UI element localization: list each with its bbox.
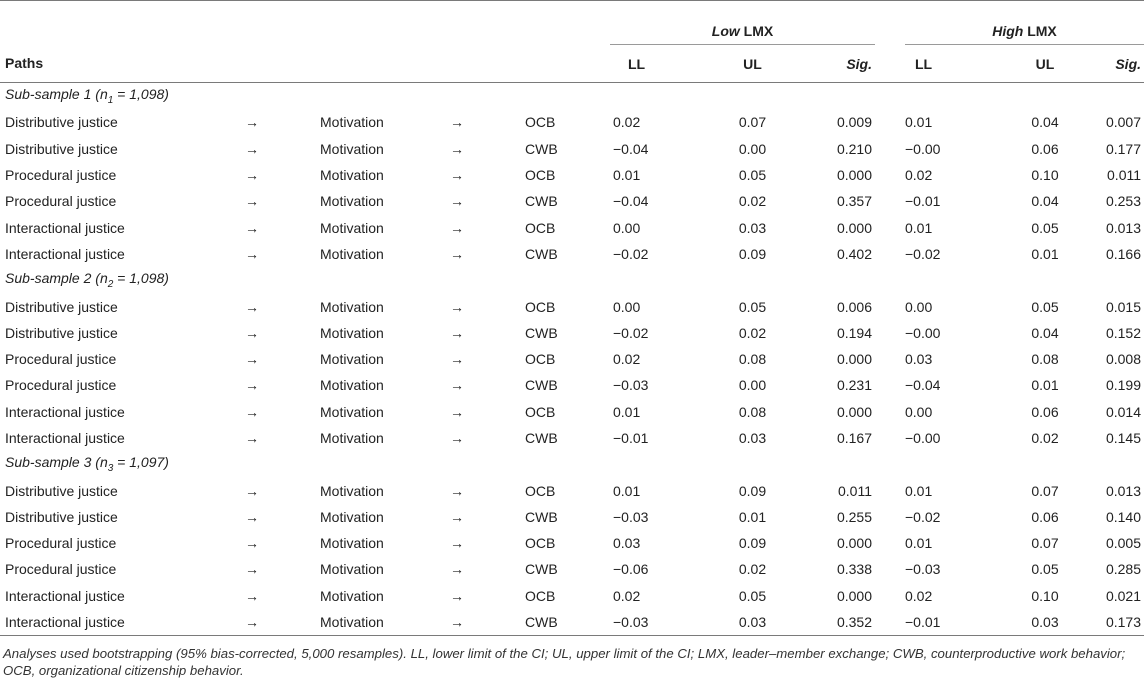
low-ul-cell: 0.03 [738,430,767,446]
arrow-cell: → [450,403,464,420]
high-sig-cell: 0.008 [1105,351,1142,368]
subsample-label-row [0,83,1144,110]
path-outcome-cell: CWB [525,324,558,341]
arrow-cell: → [450,298,464,315]
low-ul-cell: 0.02 [738,193,767,210]
low-sig-cell: 0.000 [836,587,872,604]
low-sig-cell: 0.167 [836,430,872,446]
table-row [0,241,1144,267]
spacer-cell [875,109,905,135]
high-ll-cell: 0.01 [905,482,933,499]
path-source-cell: Interactional justice [5,430,125,446]
arrow-cell: → [235,609,320,636]
low-sig-cell: 0.000 [836,167,872,184]
subsample-label: Sub-sample 2 $(n_2 = 1,098)$ [5,270,169,291]
table-row [0,214,1144,240]
path-source-cell: Interactional justice [0,609,235,636]
arrow-cell: → [245,140,259,157]
high-sig-cell: 0.014 [1105,403,1142,420]
high-ul-cell: 0.04 [1031,324,1059,341]
high-ll-cell: 0.02 [905,587,933,604]
spacer-cell [875,320,905,346]
low-ul-cell: 0.03 [738,219,767,236]
arrow-cell: → [450,351,464,368]
high-sig-cell: 0.177 [1105,140,1142,157]
table-footnote: Analyses used bootstrapping (95% bias-corrected, 5,000 resamples). LL, lower limit of the CI; UL, upper limit of the CI; LMX, leader–member exchange; CWB, counterproductive work behavior; OCB, organizational citizenship behavior. [3,646,1126,679]
high-ll-cell: 0.02 [905,167,933,184]
spacer-cell [875,609,905,636]
low-lmx-group-header: Low LMX [610,1,875,45]
high-sig-cell: 0.145 [1105,430,1142,446]
high-ll-cell: −0.00 [905,430,941,446]
spacer-cell [875,372,905,398]
high-ul-cell: 0.07 [1031,535,1059,552]
spacer-cell [875,346,905,372]
high-ll-cell: −0.00 [905,324,941,341]
path-source-cell: Procedural justice [5,351,117,368]
path-source-cell: Procedural justice [5,561,117,578]
low-ll-cell: 0.02 [613,114,641,131]
arrow-cell: → [245,587,259,604]
low-sig-cell: 0.006 [836,298,872,315]
arrow-cell: → [245,219,259,236]
path-mediator-cell: Motivation [320,535,384,552]
arrow-cell: → [450,193,464,210]
table-row [0,293,1144,319]
arrow-cell: → [245,403,259,420]
low-sig-cell: 0.009 [836,114,872,131]
path-mediator-cell: Motivation [320,430,384,446]
high-ul-cell: 0.06 [1031,140,1059,157]
arrow-cell: → [245,377,259,394]
low-sig-header: Sig. [795,45,875,83]
high-sig-cell: 0.173 [1085,609,1144,636]
path-outcome-cell: OCB [525,587,556,604]
subsample-label: Sub-sample 1 $(n_1 = 1,098)$ [5,86,169,107]
high-ll-cell: 0.01 [905,535,933,552]
path-mediator-cell: Motivation [320,561,384,578]
spacer-cell [875,136,905,162]
high-lmx-group-header: High LMX [905,1,1144,45]
subsample-label-row [0,451,1144,477]
path-mediator-cell: Motivation [320,245,384,262]
path-source-cell: Procedural justice [5,535,117,552]
high-ul-cell: 0.01 [1031,245,1059,262]
high-sig-cell: 0.005 [1105,535,1142,552]
high-sig-cell: 0.285 [1105,561,1142,578]
path-outcome-cell: OCB [525,535,556,552]
table-row [0,425,1144,451]
high-ul-cell: 0.06 [1031,508,1059,525]
path-outcome-cell: CWB [525,140,558,157]
table-row [0,188,1144,214]
low-ul-header: UL [710,45,795,83]
high-ul-cell: 0.06 [1031,403,1059,420]
spacer-cell [875,530,905,556]
arrow-cell: → [450,324,464,341]
low-ll-cell: −0.03 [613,508,649,525]
low-ul-cell: 0.08 [738,351,767,368]
low-sig-cell: 0.000 [836,403,872,420]
low-ll-cell: 0.01 [613,482,641,499]
arrow-cell: → [440,609,525,636]
arrow-cell: → [245,535,259,552]
high-ll-cell: 0.00 [905,298,933,315]
arrow-cell: → [450,140,464,157]
high-ul-cell: 0.05 [1031,298,1059,315]
high-sig-cell: 0.140 [1105,508,1142,525]
path-mediator-cell: Motivation [320,324,384,341]
high-sig-cell: 0.007 [1105,114,1142,131]
low-ul-cell: 0.09 [738,482,767,499]
path-outcome-cell: CWB [525,377,558,394]
path-outcome-cell: OCB [525,482,556,499]
spacer-cell [875,583,905,609]
arrow-cell: → [245,193,259,210]
path-mediator-cell: Motivation [320,482,384,499]
spacer-cell [875,425,905,451]
high-ul-cell: 0.04 [1031,193,1059,210]
low-ul-cell: 0.02 [738,561,767,578]
table-row [0,346,1144,372]
high-ll-cell: −0.04 [905,377,941,394]
spacer-cell [875,477,905,503]
arrow-cell: → [245,114,259,131]
low-sig-cell: 0.210 [836,140,872,157]
path-mediator-cell: Motivation [320,219,384,236]
spacer-cell [875,399,905,425]
arrow-cell: → [450,561,464,578]
low-ll-header: LL [610,45,710,83]
low-ul-cell: 0.02 [738,324,767,341]
low-ll-cell: −0.04 [613,193,649,210]
path-mediator-cell: Motivation [320,193,384,210]
spacer-cell [875,162,905,188]
arrow-cell: → [450,587,464,604]
table-row [0,609,1144,636]
low-ul-cell: 0.05 [738,298,767,315]
path-outcome-cell: OCB [525,219,556,236]
low-ll-cell: −0.03 [613,377,649,394]
path-outcome-cell: CWB [525,245,558,262]
spacer-cell [875,556,905,582]
arrow-cell: → [245,245,259,262]
high-sig-cell: 0.021 [1105,587,1142,604]
path-outcome-cell: OCB [525,403,556,420]
path-source-cell: Interactional justice [5,219,125,236]
path-outcome-cell: CWB [525,193,558,210]
high-sig-header: Sig. [1085,45,1144,83]
path-mediator-cell: Motivation [320,609,440,636]
path-mediator-cell: Motivation [320,114,384,131]
low-ll-cell: 0.01 [613,167,641,184]
high-sig-cell: 0.199 [1105,377,1142,394]
paths-column-header: Paths [0,45,610,83]
low-ul-cell: 0.09 [738,535,767,552]
low-ll-cell: −0.04 [613,140,649,157]
low-sig-cell: 0.000 [836,535,872,552]
low-ll-cell: 0.00 [613,298,641,315]
high-ll-cell: 0.00 [905,403,933,420]
high-ul-cell: 0.10 [1031,587,1059,604]
path-source-cell: Interactional justice [5,587,125,604]
low-ul-cell: 0.00 [738,377,767,394]
low-ll-cell: 0.02 [613,351,641,368]
path-source-cell: Distributive justice [5,114,118,131]
path-mediator-cell: Motivation [320,508,384,525]
path-outcome-cell: CWB [525,430,558,446]
high-ll-cell: 0.01 [905,219,933,236]
arrow-cell: → [450,377,464,394]
table-row [0,583,1144,609]
path-mediator-cell: Motivation [320,403,384,420]
high-ll-cell: 0.01 [905,114,933,131]
low-ll-cell: 0.00 [613,219,641,236]
path-outcome-cell: OCB [525,298,556,315]
low-ll-cell: 0.02 [613,587,641,604]
table-body [0,83,1144,636]
path-source-cell: Distributive justice [5,482,118,499]
high-ul-cell: 0.05 [1031,219,1059,236]
arrow-cell: → [450,114,464,131]
high-ul-cell: 0.04 [1031,114,1059,131]
spacer-cell [875,214,905,240]
high-ul-cell: 0.02 [1031,430,1059,446]
high-ll-cell: −0.01 [905,193,941,210]
high-sig-cell: 0.013 [1105,219,1142,236]
high-ul-header: UL [1005,45,1085,83]
path-source-cell: Procedural justice [5,167,117,184]
high-ll-cell: −0.02 [905,508,941,525]
path-source-cell: Interactional justice [5,403,125,420]
low-ul-cell: 0.01 [738,508,767,525]
path-outcome-cell: CWB [525,561,558,578]
subsample-label: Sub-sample 3 $(n_3 = 1,097)$ [5,454,169,475]
arrow-cell: → [450,482,464,499]
path-source-cell: Distributive justice [5,508,118,525]
high-sig-cell: 0.011 [1107,167,1142,184]
path-mediator-cell: Motivation [320,351,384,368]
path-outcome-cell: OCB [525,114,556,131]
arrow-cell: → [245,167,259,184]
arrow-cell: → [450,508,464,525]
high-ll-cell: −0.00 [905,140,941,157]
high-sig-cell: 0.253 [1105,193,1142,210]
low-ll-cell: 0.03 [613,535,641,552]
table-row [0,372,1144,398]
table-row [0,556,1144,582]
arrow-cell: → [450,167,464,184]
low-sig-cell: 0.000 [836,351,872,368]
arrow-cell: → [450,245,464,262]
arrow-cell: → [245,298,259,315]
low-ul-cell: 0.00 [738,140,767,157]
low-ul-cell: 0.03 [710,609,795,636]
path-mediator-cell: Motivation [320,298,384,315]
low-sig-cell: 0.000 [836,219,872,236]
low-sig-cell: 0.011 [838,482,872,499]
spacer-cell [875,504,905,530]
low-sig-cell: 0.357 [836,193,872,210]
path-mediator-cell: Motivation [320,587,384,604]
path-source-cell: Procedural justice [5,193,117,210]
table-row [0,504,1144,530]
low-sig-cell: 0.352 [795,609,875,636]
table-row [0,477,1144,503]
path-source-cell: Interactional justice [5,245,125,262]
path-mediator-cell: Motivation [320,377,384,394]
low-sig-cell: 0.255 [836,508,872,525]
path-source-cell: Distributive justice [5,298,118,315]
low-ll-cell: 0.01 [613,403,641,420]
high-ll-cell: −0.03 [905,561,941,578]
arrow-cell: → [450,535,464,552]
path-source-cell: Distributive justice [5,324,118,341]
low-ul-cell: 0.05 [738,587,767,604]
low-ll-cell: −0.06 [613,561,649,578]
high-ll-header: LL [905,45,1005,83]
low-ll-cell: −0.01 [613,430,649,446]
high-ul-cell: 0.01 [1031,377,1059,394]
high-ul-cell: 0.03 [1005,609,1085,636]
arrow-cell: → [245,351,259,368]
low-ul-cell: 0.09 [738,245,767,262]
path-outcome-cell: OCB [525,167,556,184]
high-ul-cell: 0.08 [1031,351,1059,368]
low-sig-cell: 0.338 [836,561,872,578]
arrow-cell: → [245,561,259,578]
low-ll-cell: −0.02 [613,245,649,262]
low-sig-cell: 0.231 [836,377,872,394]
table-row [0,399,1144,425]
high-sig-cell: 0.013 [1105,482,1142,499]
arrow-cell: → [450,219,464,236]
path-source-cell: Procedural justice [5,377,117,394]
arrow-cell: → [245,324,259,341]
low-ul-cell: 0.08 [738,403,767,420]
high-ll-cell: −0.02 [905,245,941,262]
low-ll-cell: −0.03 [610,609,710,636]
spacer-cell [875,188,905,214]
high-ul-cell: 0.07 [1031,482,1059,499]
low-ul-cell: 0.05 [738,167,767,184]
low-ul-cell: 0.07 [738,114,767,131]
table-row [0,320,1144,346]
path-mediator-cell: Motivation [320,167,384,184]
low-sig-cell: 0.194 [836,324,872,341]
spacer-cell [875,241,905,267]
table-row [0,136,1144,162]
path-outcome-cell: OCB [525,351,556,368]
path-outcome-cell: CWB [525,609,610,636]
arrow-cell: → [245,508,259,525]
spacer-cell [875,293,905,319]
high-ll-cell: −0.01 [905,609,1005,636]
table-header [0,1,1144,83]
high-sig-cell: 0.166 [1105,245,1142,262]
path-mediator-cell: Motivation [320,140,384,157]
subsample-label-row [0,267,1144,293]
path-source-cell: Distributive justice [5,140,118,157]
table-row [0,109,1144,135]
high-ul-cell: 0.05 [1031,561,1059,578]
path-outcome-cell: CWB [525,508,558,525]
low-ll-cell: −0.02 [613,324,649,341]
high-sig-cell: 0.152 [1105,324,1142,341]
table-row [0,530,1144,556]
low-sig-cell: 0.402 [836,245,872,262]
high-ul-cell: 0.10 [1031,167,1059,184]
arrow-cell: → [450,430,464,446]
table-row [0,162,1144,188]
high-ll-cell: 0.03 [905,351,933,368]
arrow-cell: → [245,430,259,446]
arrow-cell: → [245,482,259,499]
high-sig-cell: 0.015 [1105,298,1142,315]
